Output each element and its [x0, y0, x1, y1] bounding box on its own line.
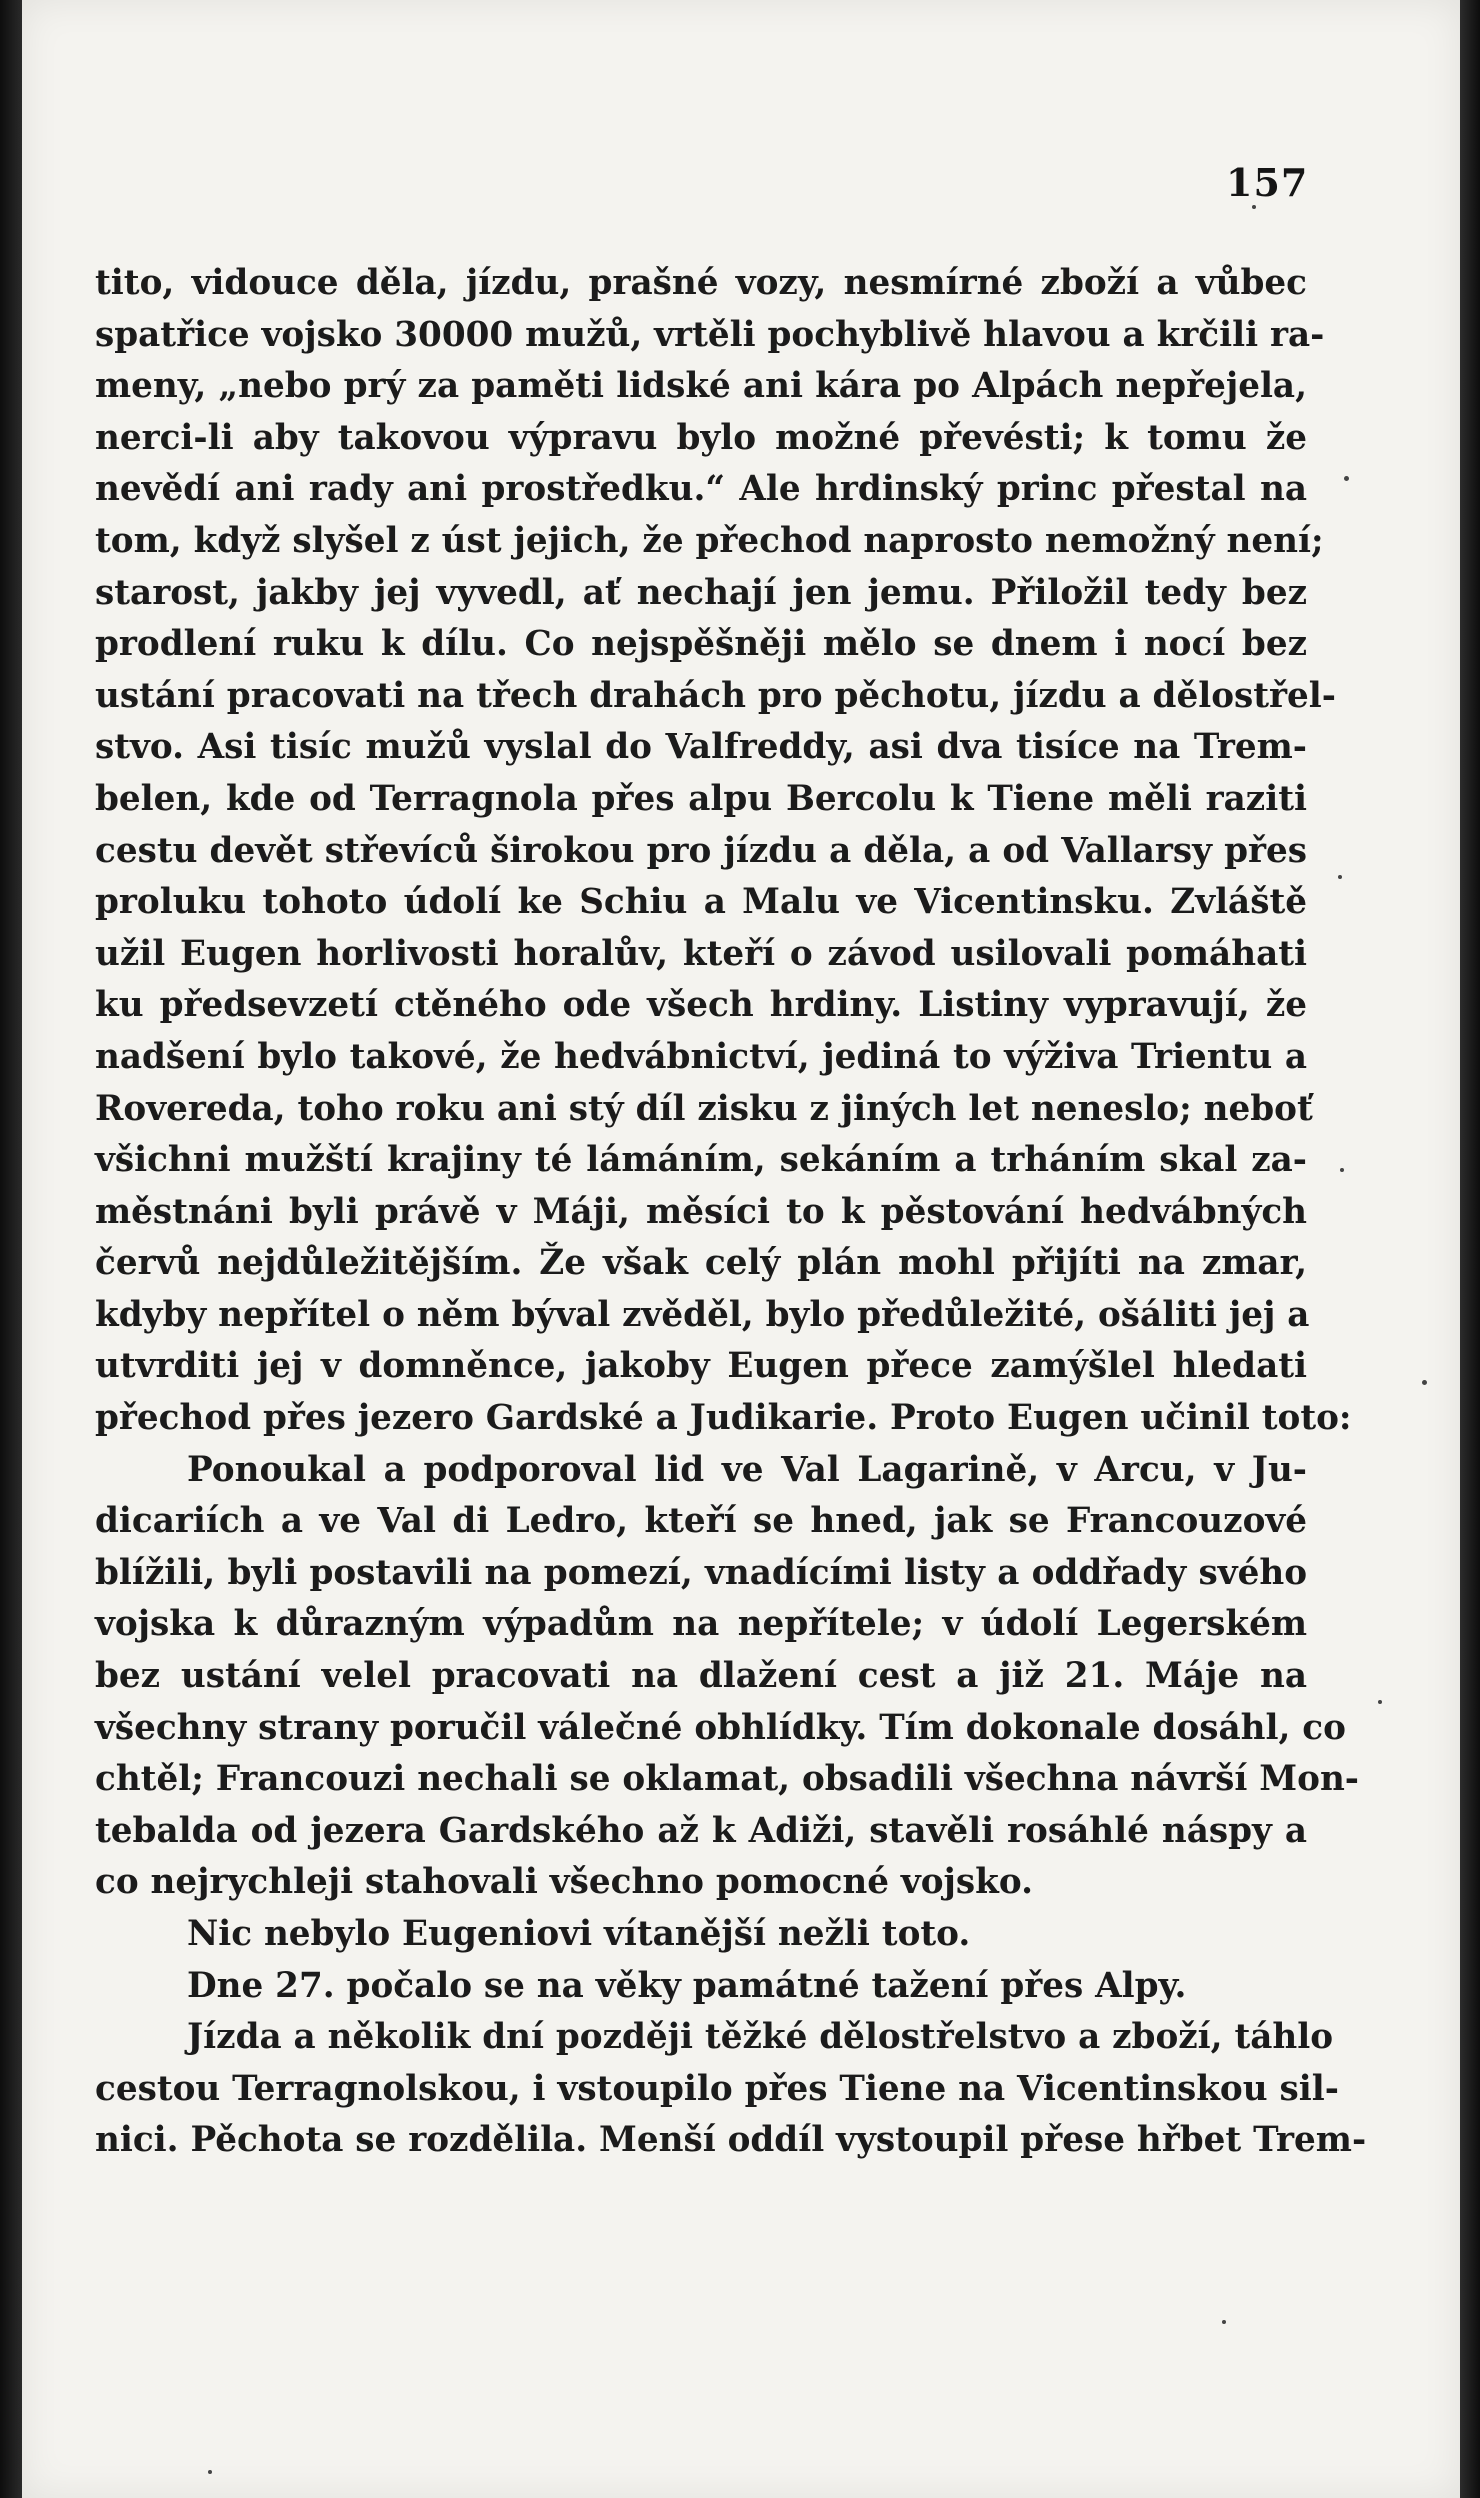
page-number: 157 — [1226, 160, 1309, 205]
text-line: chtěl; Francouzi nechali se oklamat, obsadili všechna návrší Mon- — [95, 1759, 1359, 1800]
text-line: belen, kde od Terragnola přes alpu Bercolu k Tiene měli raziti — [95, 778, 1307, 819]
text-line: nevědí ani rady ani prostředku.“ Ale hrdinský princ přestal na — [95, 469, 1307, 510]
text-line: červů nejdůležitějším. Že však celý plán mohl přijíti na zmar, — [95, 1243, 1307, 1284]
scan-left-border — [0, 0, 22, 2498]
text-line: cestu devět střevíců širokou pro jízdu a děla, a od Vallarsy přes — [95, 830, 1307, 871]
text-line: Dne 27. počalo se na věky památné tažení přes Alpy. — [187, 1965, 1187, 2006]
scan-speck — [1252, 205, 1256, 209]
scan-speck — [1422, 1380, 1427, 1385]
text-line: tito, vidouce děla, jízdu, prašné vozy, nesmírné zboží a vůbec — [95, 263, 1307, 303]
text-line: městnáni byli právě v Máji, měsíci to k pěstování hedvábných — [95, 1191, 1307, 1232]
text-line: Jízda a několik dní později těžké dělostřelstvo a zboží, táhlo — [187, 2017, 1334, 2058]
text-line: přechod přes jezero Gardské a Judikarie. Proto Eugen učinil toto: — [95, 1398, 1352, 1439]
scan-speck — [1338, 875, 1342, 879]
book-page — [22, 0, 1460, 2498]
text-line: stvo. Asi tisíc mužů vyslal do Valfreddy, asi dva tisíce na Trem- — [95, 727, 1307, 768]
text-line: bez ustání velel pracovati na dlažení cest a již 21. Máje na — [95, 1656, 1307, 1697]
text-line: blížili, byli postavili na pomezí, vnadícími listy a oddřady svého — [95, 1552, 1307, 1593]
text-line: proluku tohoto údolí ke Schiu a Malu ve Vicentinsku. Zvláště — [95, 882, 1307, 923]
text-line: Nic nebylo Eugeniovi vítanější nežli toto. — [187, 1914, 971, 1954]
text-line: meny, „nebo prý za paměti lidské ani kára po Alpách nepřejela, — [95, 366, 1307, 407]
text-line: užil Eugen horlivosti horalův, kteří o závod usilovali pomáhati — [95, 933, 1307, 974]
scan-speck — [1378, 1700, 1382, 1704]
text-line: starost, jakby jej vyvedl, ať nechají jen jemu. Přiložil tedy bez — [95, 572, 1307, 613]
scan-speck — [1344, 476, 1349, 481]
text-line: Ponoukal a podporoval lid ve Val Lagarině, v Arcu, v Ju- — [187, 1449, 1307, 1490]
text-line: utvrditi jej v domněnce, jakoby Eugen přece zamýšlel hledati — [95, 1346, 1307, 1387]
text-line: cestou Terragnolskou, i vstoupilo přes Tiene na Vicentinskou sil- — [95, 2068, 1339, 2109]
text-line: spatřice vojsko 30000 mužů, vrtěli pochyblivě hlavou a krčili ra- — [95, 314, 1325, 355]
text-line: všechny strany poručil válečné obhlídky. Tím dokonale dosáhl, co — [95, 1707, 1346, 1748]
text-line: ustání pracovati na třech drahách pro pěchotu, jízdu a dělostřel- — [95, 675, 1336, 716]
text-line: nici. Pěchota se rozdělila. Menší oddíl vystoupil přese hřbet Trem- — [95, 2120, 1367, 2161]
text-line: dicariích a ve Val di Ledro, kteří se hned, jak se Francouzové — [95, 1501, 1307, 1542]
text-line: tom, když slyšel z úst jejich, že přechod naprosto nemožný není; — [95, 520, 1324, 561]
scan-speck — [1222, 2320, 1226, 2324]
text-line: kdyby nepřítel o něm býval zvěděl, bylo předůležité, ošáliti jej a — [95, 1294, 1310, 1335]
scan-speck — [1340, 1168, 1344, 1172]
text-line: vojska k důrazným výpadům na nepřítele; v údolí Legerském — [95, 1604, 1307, 1645]
scan-right-border — [1460, 0, 1480, 2498]
text-line: co nejrychleji stahovali všechno pomocné vojsko. — [95, 1862, 1033, 1903]
text-line: nadšení bylo takové, že hedvábnictví, jediná to výživa Trientu a — [95, 1036, 1307, 1077]
text-line: Rovereda, toho roku ani stý díl zisku z jiných let neneslo; neboť — [95, 1088, 1313, 1129]
text-line: tebalda od jezera Gardského až k Adiži, stavěli rosáhlé náspy a — [95, 1810, 1307, 1851]
text-line: prodlení ruku k dílu. Co nejspěšněji mělo se dnem i nocí bez — [95, 624, 1307, 665]
scan-speck — [208, 2470, 212, 2474]
text-line: nerci-li aby takovou výpravu bylo možné převésti; k tomu že — [95, 417, 1307, 458]
text-line: ku předsevzetí ctěného ode všech hrdiny. Listiny vypravují, že — [95, 985, 1307, 1026]
text-line: všichni mužští krajiny té lámáním, sekáním a trháním skal za- — [95, 1140, 1307, 1181]
body-text — [95, 258, 1367, 2167]
